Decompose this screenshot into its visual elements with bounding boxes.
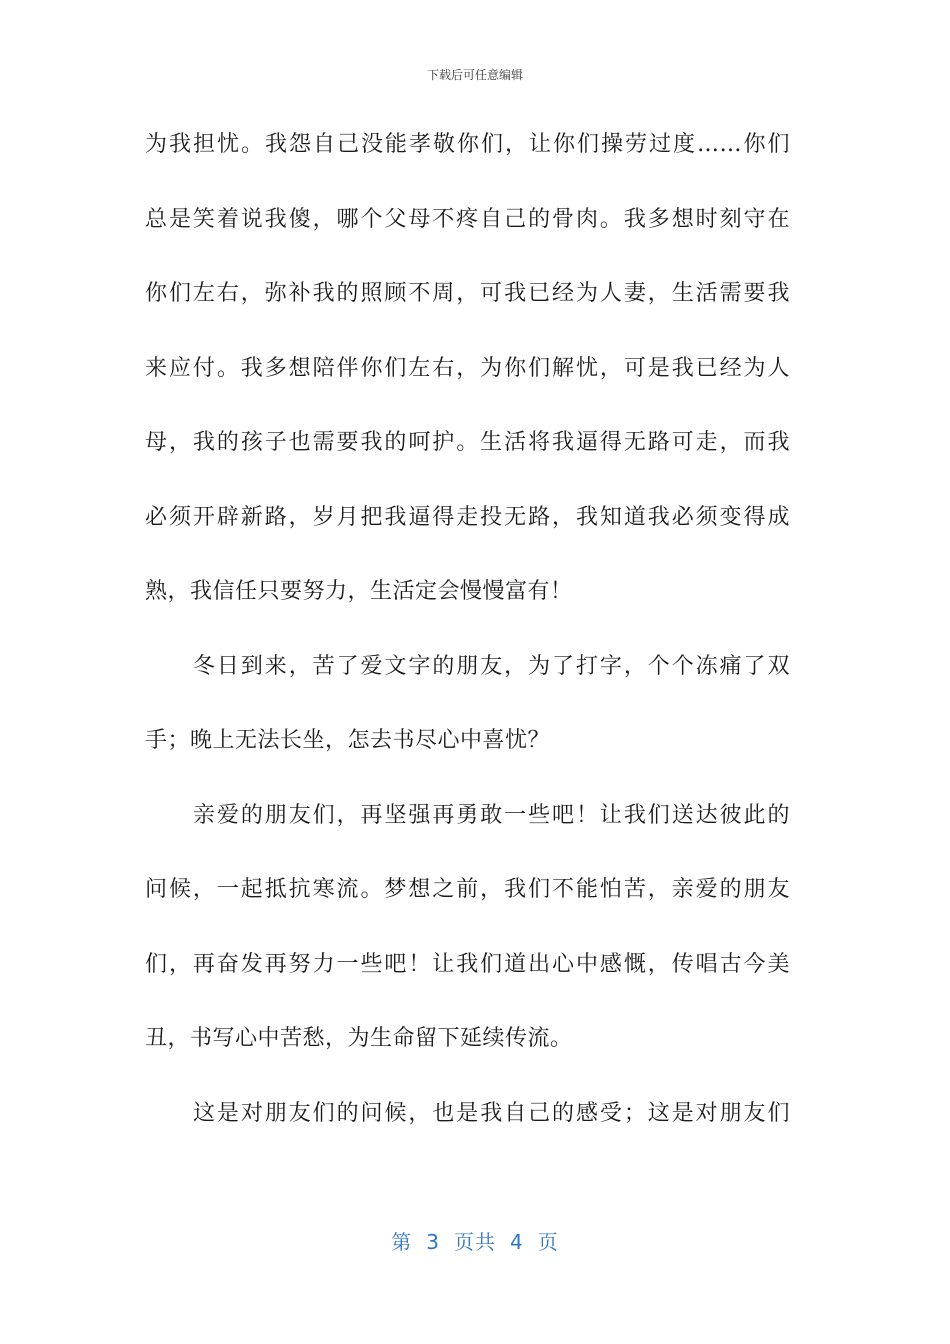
paragraph-start-line: 亲爱的朋友们，再坚强再勇敢一些吧！让我们送达彼此的 xyxy=(193,802,790,828)
text-line: 手；晚上无法长坐，怎去书尽心中喜忧？ xyxy=(145,728,551,753)
document-body xyxy=(145,121,790,1164)
text-line: 来应付。我多想陪伴你们左右，为你们解忧，可是我已经为人 xyxy=(145,355,790,381)
current-page-number: 3 xyxy=(426,1230,440,1254)
text-line: 母，我的孩子也需要我的呵护。生活将我逼得无路可走，而我 xyxy=(145,430,790,455)
text-line: 为我担忧。我怨自己没能孝敬你们，让你们操劳过度……你们 xyxy=(145,132,790,157)
page-header: 下载后可任意编辑 xyxy=(426,68,523,82)
total-pages-number: 4 xyxy=(510,1230,524,1254)
text-line: 熟，我信任只要努力，生活定会慢慢富有！ xyxy=(145,579,573,604)
text-line: 你们左右，弥补我的照顾不周，可我已经为人妻，生活需要我 xyxy=(145,281,790,306)
text-line: 们，再奋发再努力一些吧！让我们道出心中感慨，传唱古今美 xyxy=(145,951,790,977)
page-number-footer xyxy=(0,1226,950,1255)
text-line: 必须开辟新路，岁月把我逼得走投无路，我知道我必须变得成 xyxy=(145,504,790,530)
text-line: 总是笑着说我傻，哪个父母不疼自己的骨肉。我多想时刻守在 xyxy=(145,206,790,232)
text-line: 丑，书写心中苦愁，为生命留下延续传流。 xyxy=(145,1026,573,1051)
footer-middle: 页共 xyxy=(454,1230,496,1254)
footer-prefix: 第 xyxy=(391,1230,413,1254)
text-line: 问候，一起抵抗寒流。梦想之前，我们不能怕苦，亲爱的朋友 xyxy=(145,877,790,902)
paragraph-start-line: 冬日到来，苦了爱文字的朋友，为了打字，个个冻痛了双 xyxy=(193,653,790,679)
paragraph-start-line: 这是对朋友们的问候，也是我自己的感受；这是对朋友们 xyxy=(193,1100,790,1126)
footer-suffix: 页 xyxy=(537,1230,559,1254)
